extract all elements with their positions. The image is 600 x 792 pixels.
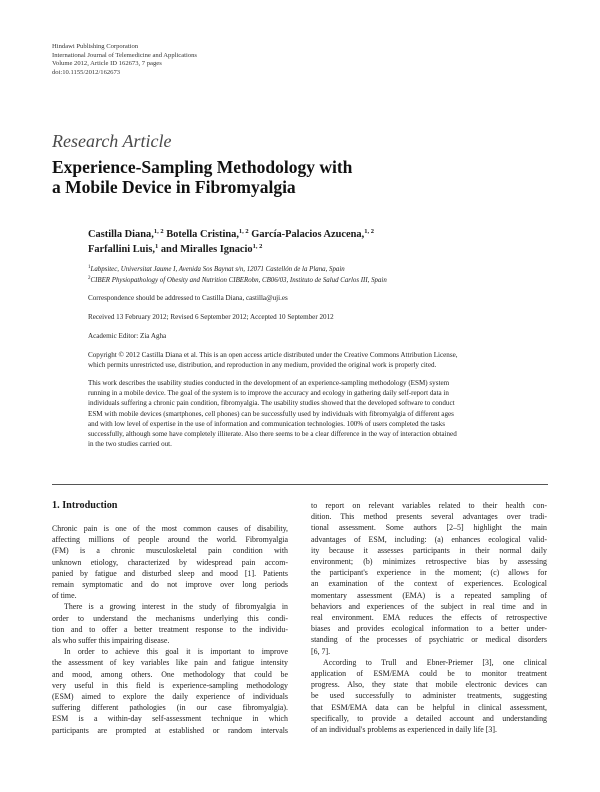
- correspondence: Correspondence should be addressed to Castilla Diana, castilla@uji.es: [88, 294, 288, 302]
- body-text-line: unknown etiology, characterized by widespread pain accom-: [52, 557, 288, 567]
- affiliation-mark: 1: [88, 265, 91, 270]
- abstract-line: This work describes the usability studies conducted in the development of an experience-sampling methodology (ESM) system: [88, 379, 450, 387]
- affiliation-text: Labpsitec, Universitat Jaume I, Avenida Sos Baynat s/n, 12071 Castellón de la Plana, Spain: [90, 266, 345, 273]
- journal-header: [52, 43, 197, 77]
- author-affiliation-mark: 1, 2: [238, 228, 249, 235]
- abstract-line: successfully, although some have completely illiterate. Also there seems to be a clear difference in the way of interaction obtained: [88, 430, 457, 439]
- body-text-line: and mood, among others. One methodology that could be: [52, 669, 288, 679]
- affiliation-mark: 2: [88, 276, 91, 281]
- body-text-line: of an individual's problems as experienced in daily life [3].: [311, 725, 497, 735]
- body-text-line: order to understand the mechanisms underlying this condi-: [52, 613, 288, 623]
- body-text-line: [6, 7].: [311, 646, 331, 656]
- body-text-line: (ESM) aimed to explore the daily experience of individuals: [52, 692, 288, 702]
- body-text-line: very useful in this field is experience-sampling methodology: [52, 680, 288, 690]
- abstract-line: and with low level of expertise in the use of information and communication technologies. 100% of users completed the tasks: [88, 419, 445, 428]
- abstract: [88, 378, 548, 449]
- title-line: a Mobile Device in Fibromyalgia: [52, 177, 296, 197]
- body-text-line: tional assessment. Some authors [2–5] highlight the main: [311, 523, 547, 533]
- section-divider: [52, 484, 548, 485]
- affiliation-text: CIBER Physiopathology of Obesity and Nutrition CIBERobn, CB06/03, Instituto de Salud Carlos III, Spain: [90, 277, 387, 284]
- body-text-line: ESM is a within-day self-assessment technique in which: [52, 714, 288, 724]
- body-text-line: als who suffer this impairing disease.: [52, 636, 170, 646]
- author-affiliation-mark: 1, 2: [153, 228, 164, 235]
- copyright-line: Copyright © 2012 Castilla Diana et al. This is an open access article distributed under the Creative Commons Attribution License,: [88, 351, 458, 359]
- body-text-line: (FM) is a chronic musculoskeletal pain condition with: [52, 546, 288, 556]
- right-column: [311, 500, 547, 735]
- body-text-line: dition. This method presents several advantages over tradi-: [311, 512, 547, 522]
- affiliation: [88, 265, 345, 274]
- body-text-line: of time.: [52, 591, 77, 601]
- left-column: [52, 500, 288, 736]
- author-affiliation-mark: 1, 2: [252, 242, 263, 250]
- body-text-line: advantages of ESM, including: (a) enhances ecological valid-: [311, 534, 547, 544]
- body-text-line: be used successfully to administer treatments, suggesting: [311, 691, 547, 701]
- body-text-line: that ESM/EMA data can be helpful in clinical assessment,: [311, 702, 547, 712]
- body-text-line: biases and provides ecological information to a better under-: [311, 624, 547, 634]
- volume-info: Volume 2012, Article ID 162673, 7 pages: [52, 60, 162, 68]
- body-text-line: panied by fatigue and disturbed sleep and mood [1]. Patients: [52, 568, 288, 578]
- author-list: [88, 228, 548, 257]
- copyright: [88, 350, 548, 370]
- body-text-line: behaviors and experiences of the subject in real time and in: [311, 601, 547, 611]
- body-text-line: real environment. EMA reduces the effects of retrospective: [311, 613, 547, 623]
- author-name: and Miralles Ignacio: [160, 243, 253, 255]
- author-name: García-Palacios Azucena,: [251, 229, 365, 240]
- body-text-line: In order to achieve this goal it is important to improve: [64, 647, 288, 657]
- publisher: Hindawi Publishing Corporation: [52, 43, 139, 50]
- body-text-line: specifically, to provide a detailed account and understanding: [311, 713, 547, 723]
- body-text-line: the assessment of key variables like pain and fatigue intensity: [52, 658, 288, 668]
- dates: Received 13 February 2012; Revised 6 September 2012; Accepted 10 September 2012: [88, 313, 334, 321]
- journal-name: International Journal of Telemedicine and Applications: [52, 51, 197, 59]
- body-text-line: tion and to offer a better treatment response to the individu-: [52, 624, 288, 634]
- author-name: Botella Cristina,: [166, 229, 239, 240]
- body-text-line: remain symptomatic and do not improve over long periods: [52, 580, 288, 590]
- body-text-line: affecting millions of people around the world. Fibromyalgia: [52, 535, 288, 545]
- author-affiliation-mark: 1, 2: [364, 228, 374, 235]
- section-heading: 1. Introduction: [52, 500, 118, 511]
- author-affiliation-mark: 1: [154, 242, 159, 250]
- copyright-line: which permits unrestricted use, distribution, and reproduction in any medium, provided the original work is properly cited.: [88, 361, 437, 370]
- article-title: [52, 157, 352, 197]
- body-text-line: There is a growing interest in the study of fibromyalgia in: [64, 602, 288, 612]
- body-text-line: momentary assessment (EMA) is a repeated sampling of: [311, 590, 547, 600]
- affiliation: [88, 276, 387, 285]
- body-text-line: an examination of the context of experiences. Ecological: [311, 579, 547, 589]
- author-name: Farfallini Luis,: [88, 243, 155, 255]
- body-text-line: to report on relevant variables related to their health con-: [311, 501, 547, 510]
- body-text-line: According to Trull and Ebner-Priemer [3], one clinical: [323, 657, 547, 667]
- abstract-line: individuals suffering a chronic pain condition, fibromyalgia. The usability studies showed that the developed software to conduct: [88, 399, 455, 408]
- abstract-line: in the two studies carried out.: [88, 440, 172, 449]
- academic-editor: Academic Editor: Zia Agha: [88, 332, 167, 340]
- abstract-line: ESM with mobile devices (smartphones, cell phones) can be successfully used by individuals with fibromyalgia of different ages: [88, 409, 454, 418]
- body-text-line: participants are prompted at established or random intervals: [52, 725, 288, 735]
- body-text-line: standing of the processes of psychiatric or medical disorders: [311, 635, 547, 645]
- body-text-line: environment; (b) minimizes retrospective bias by assessing: [311, 557, 547, 567]
- body-text-line: suffering different pathologies (in our case fibromyalgia).: [52, 703, 288, 713]
- abstract-line: running in a mobile device. The goal of the system is to improve the accuracy and ecology in gathering daily self-report data in: [88, 389, 449, 398]
- doi: doi:10.1155/2012/162673: [52, 68, 121, 76]
- body-text-line: the participant's experience in the moment; (c) allows for: [311, 568, 547, 578]
- author-name: Castilla Diana,: [88, 229, 154, 240]
- body-text-line: Chronic pain is one of the most common causes of disability,: [52, 524, 288, 533]
- article-type: Research Article: [52, 131, 172, 151]
- title-line: Experience-Sampling Methodology with: [52, 157, 353, 177]
- body-text-line: progress. Also, they state that mobile electronic devices can: [311, 680, 547, 690]
- body-text-line: application of ESM/EMA could be to monitor treatment: [311, 669, 547, 679]
- body-text-line: ity because it assesses participants in their normal daily: [311, 545, 547, 555]
